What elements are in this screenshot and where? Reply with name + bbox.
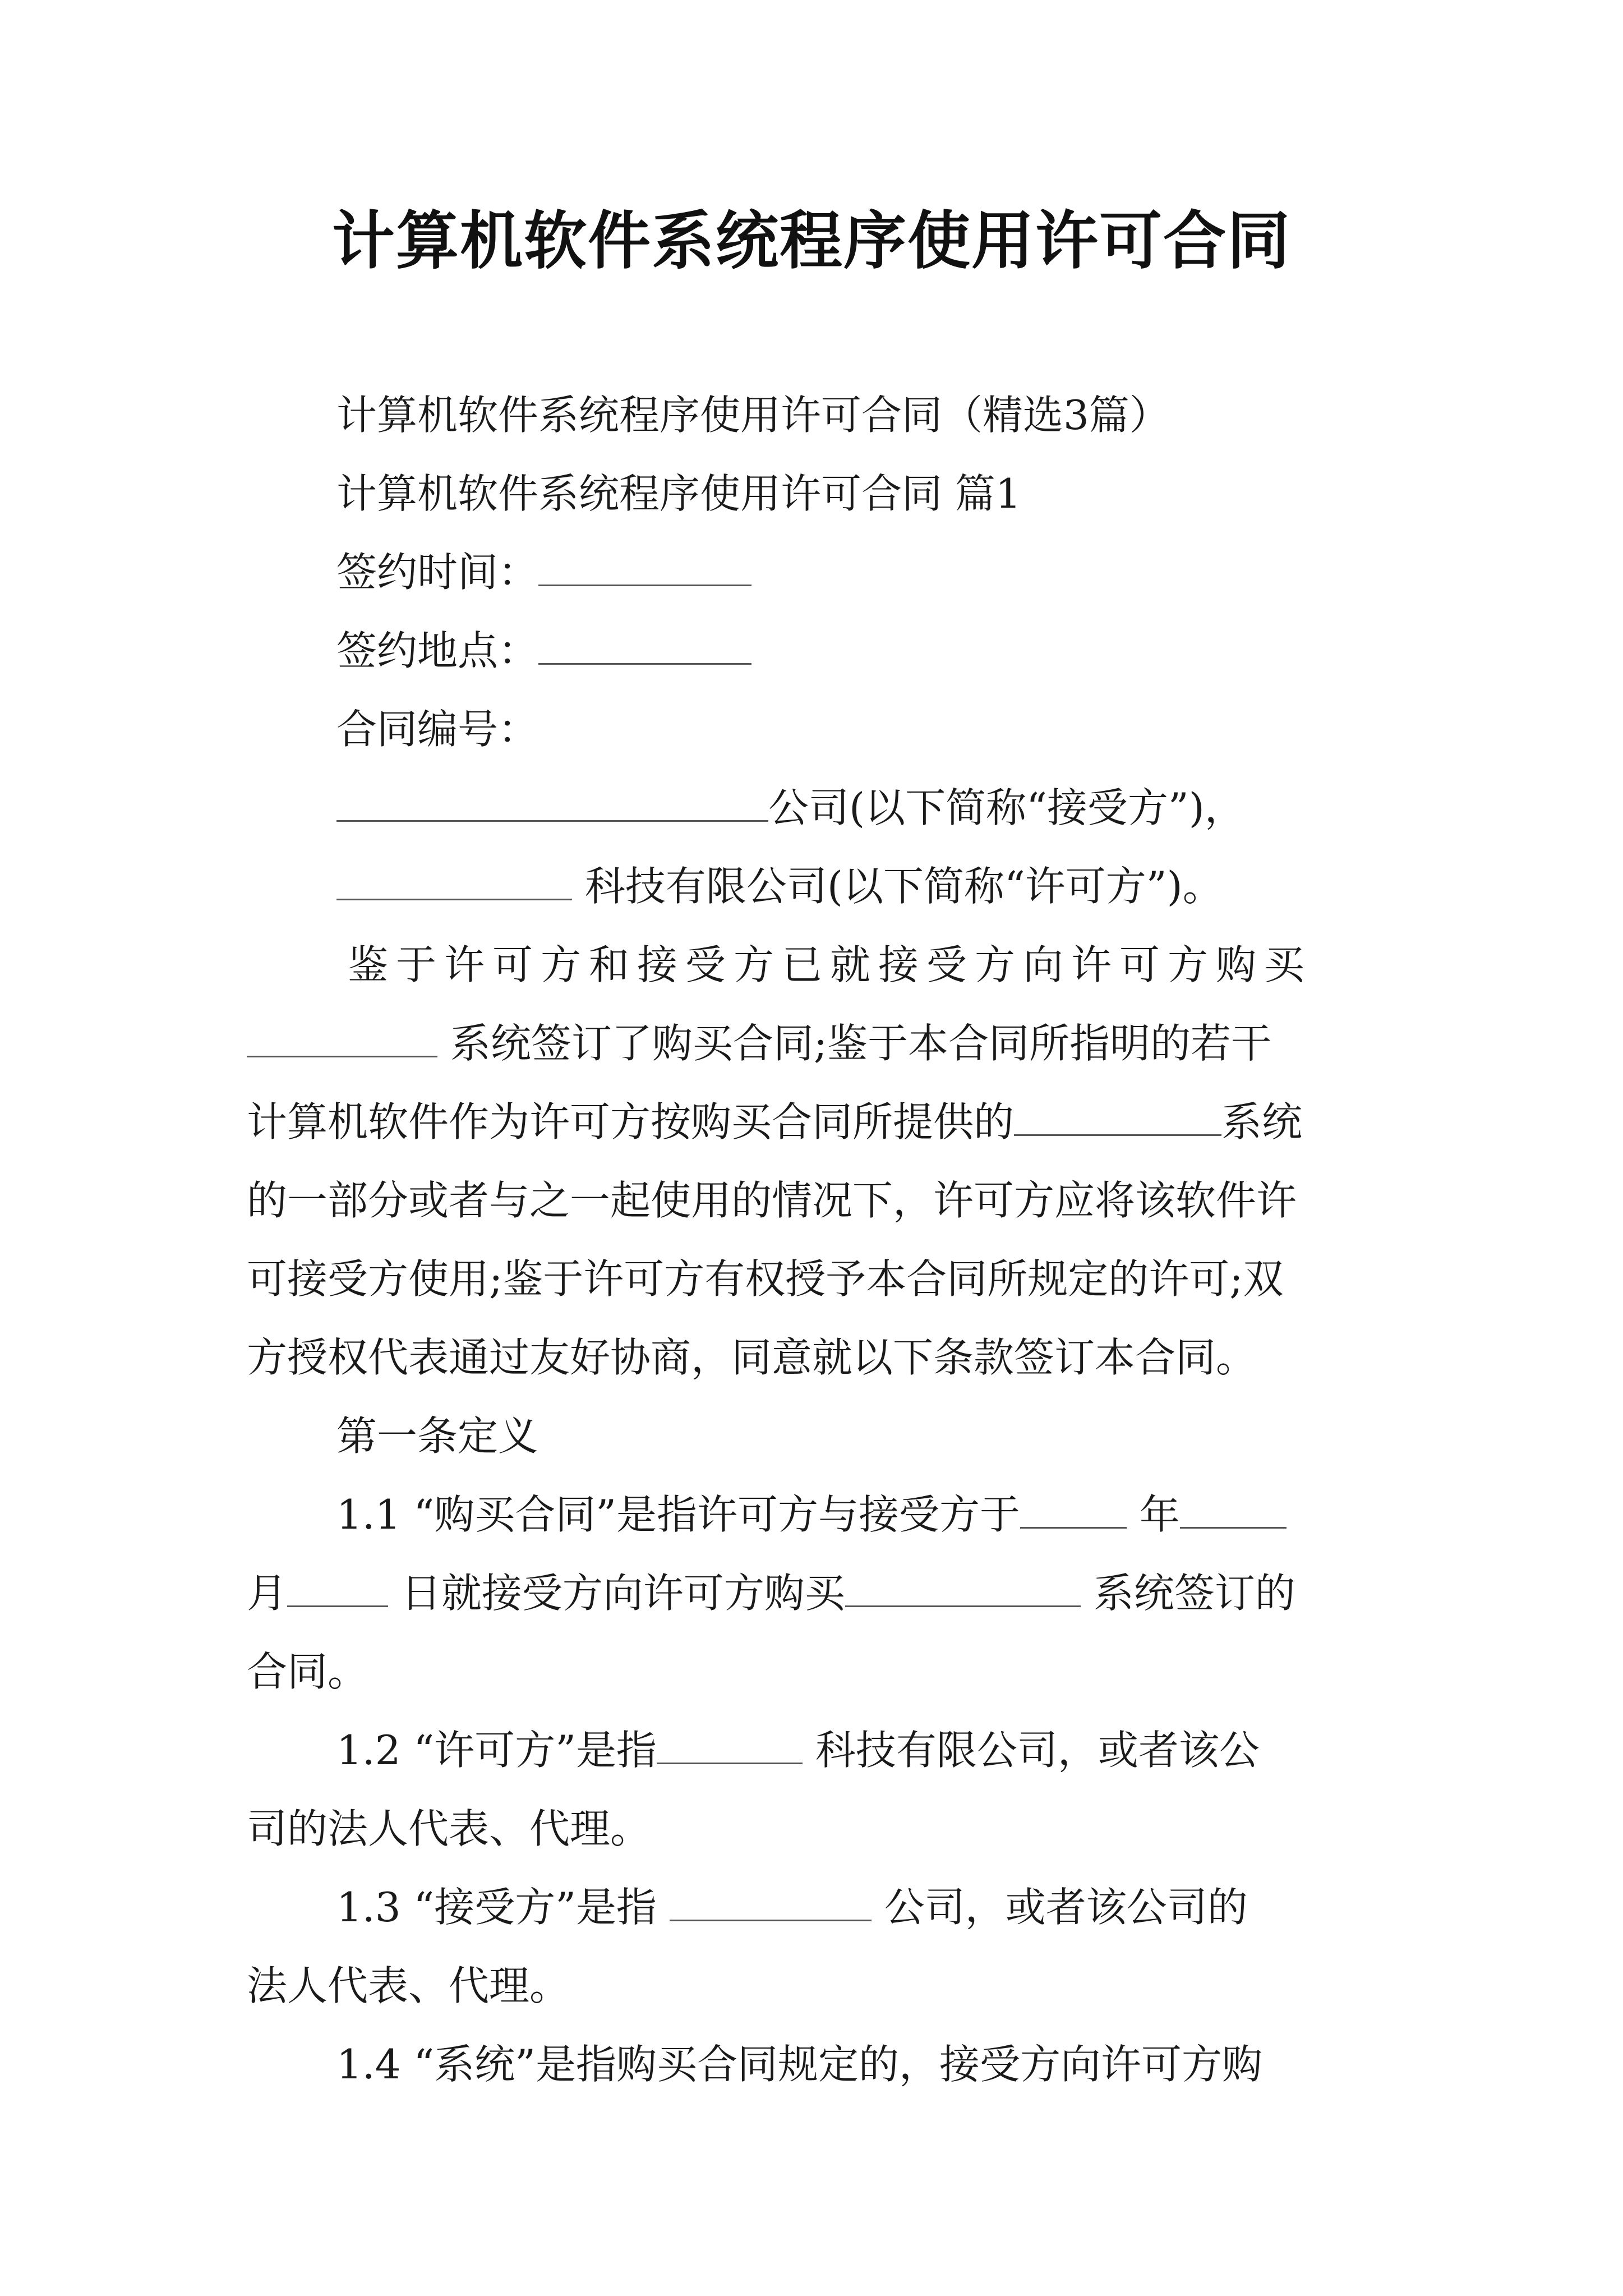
clause-1-3-suffix: 公司，或者该公司的 [884, 1884, 1248, 1931]
system-blank-2 [1014, 1095, 1221, 1136]
recital-line-3 [247, 1088, 1380, 1156]
article-1-heading: 第一条定义 [336, 1412, 539, 1460]
clause-1-1-line-1 [336, 1481, 1287, 1548]
clause-1-1-line-3: 合同。 [247, 1648, 368, 1695]
recital-line-3-suffix: 系统 [1221, 1098, 1303, 1145]
signing-place-blank [538, 624, 751, 665]
system-blank-3 [845, 1566, 1081, 1607]
contract-number-label: 合同编号： [336, 706, 539, 753]
recital-line-2 [247, 1010, 1380, 1077]
licensor-blank [336, 859, 572, 900]
clause-1-1-end: 系统签订的 [1093, 1570, 1295, 1617]
month-label: 月 [247, 1570, 288, 1617]
clause-1-3-line-1 [336, 1874, 1248, 1941]
signing-time-label: 签约时间： [336, 549, 539, 596]
recital-line-4: 的一部分或者与之一起使用的情况下，许可方应将该软件许 [247, 1177, 1297, 1224]
clause-1-3-text: 1.3 “接受方”是指 [336, 1884, 657, 1931]
recital-line-6: 方授权代表通过友好协商，同意就以下条款签订本合同。 [247, 1334, 1257, 1381]
recital-line-2-text: 系统签订了购买合同;鉴于本合同所指明的若干 [450, 1020, 1272, 1067]
recital-line-5: 可接受方使用;鉴于许可方有权授予本合同所规定的许可;双 [247, 1255, 1284, 1303]
year-label: 年 [1139, 1491, 1180, 1538]
recital-line-1: 鉴于许可方和接受方已就接受方向许可方购买 [348, 941, 1313, 988]
clause-1-2-line-2: 司的法人代表、代理。 [247, 1805, 651, 1852]
subtitle-line: 计算机软件系统程序使用许可合同（精选3篇） [336, 392, 1170, 439]
signing-time-blank [538, 545, 751, 586]
licensor-name-blank [657, 1723, 803, 1764]
clause-1-1-line-2 [247, 1559, 1380, 1627]
licensor-text: 科技有限公司(以下简称“许可方”)。 [584, 863, 1223, 910]
contract-number-row [336, 696, 538, 763]
signing-place-label: 签约地点： [336, 627, 539, 674]
clause-1-1-mid: 日就接受方向许可方购买 [400, 1570, 845, 1617]
year-blank [1020, 1488, 1127, 1529]
document-title: 计算机软件系统程序使用许可合同 [332, 205, 1291, 278]
clause-1-2-suffix: 科技有限公司，或者该公 [815, 1727, 1260, 1774]
system-blank-1 [247, 1016, 437, 1057]
licensee-blank [336, 781, 768, 822]
licensor-row [336, 853, 1223, 920]
signing-time-row [336, 539, 751, 606]
clause-1-2-line-1 [336, 1717, 1260, 1784]
month-blank-a [1180, 1488, 1287, 1529]
licensee-text: 公司(以下简称“接受方”)， [768, 784, 1245, 831]
licensee-name-blank [670, 1880, 872, 1921]
clause-1-1-text: 1.1 “购买合同”是指许可方与接受方于 [336, 1491, 1021, 1538]
section-heading: 计算机软件系统程序使用许可合同 篇1 [336, 470, 1021, 517]
clause-1-4-line-1: 1.4 “系统”是指购买合同规定的，接受方向许可方购 [336, 2041, 1263, 2088]
signing-place-row [336, 617, 751, 684]
day-blank [287, 1566, 388, 1607]
clause-1-2-text: 1.2 “许可方”是指 [336, 1727, 657, 1774]
licensee-row [336, 774, 1245, 841]
recital-line-3-text: 计算机软件作为许可方按购买合同所提供的 [247, 1098, 1015, 1145]
clause-1-3-line-2: 法人代表、代理。 [247, 1962, 570, 2009]
